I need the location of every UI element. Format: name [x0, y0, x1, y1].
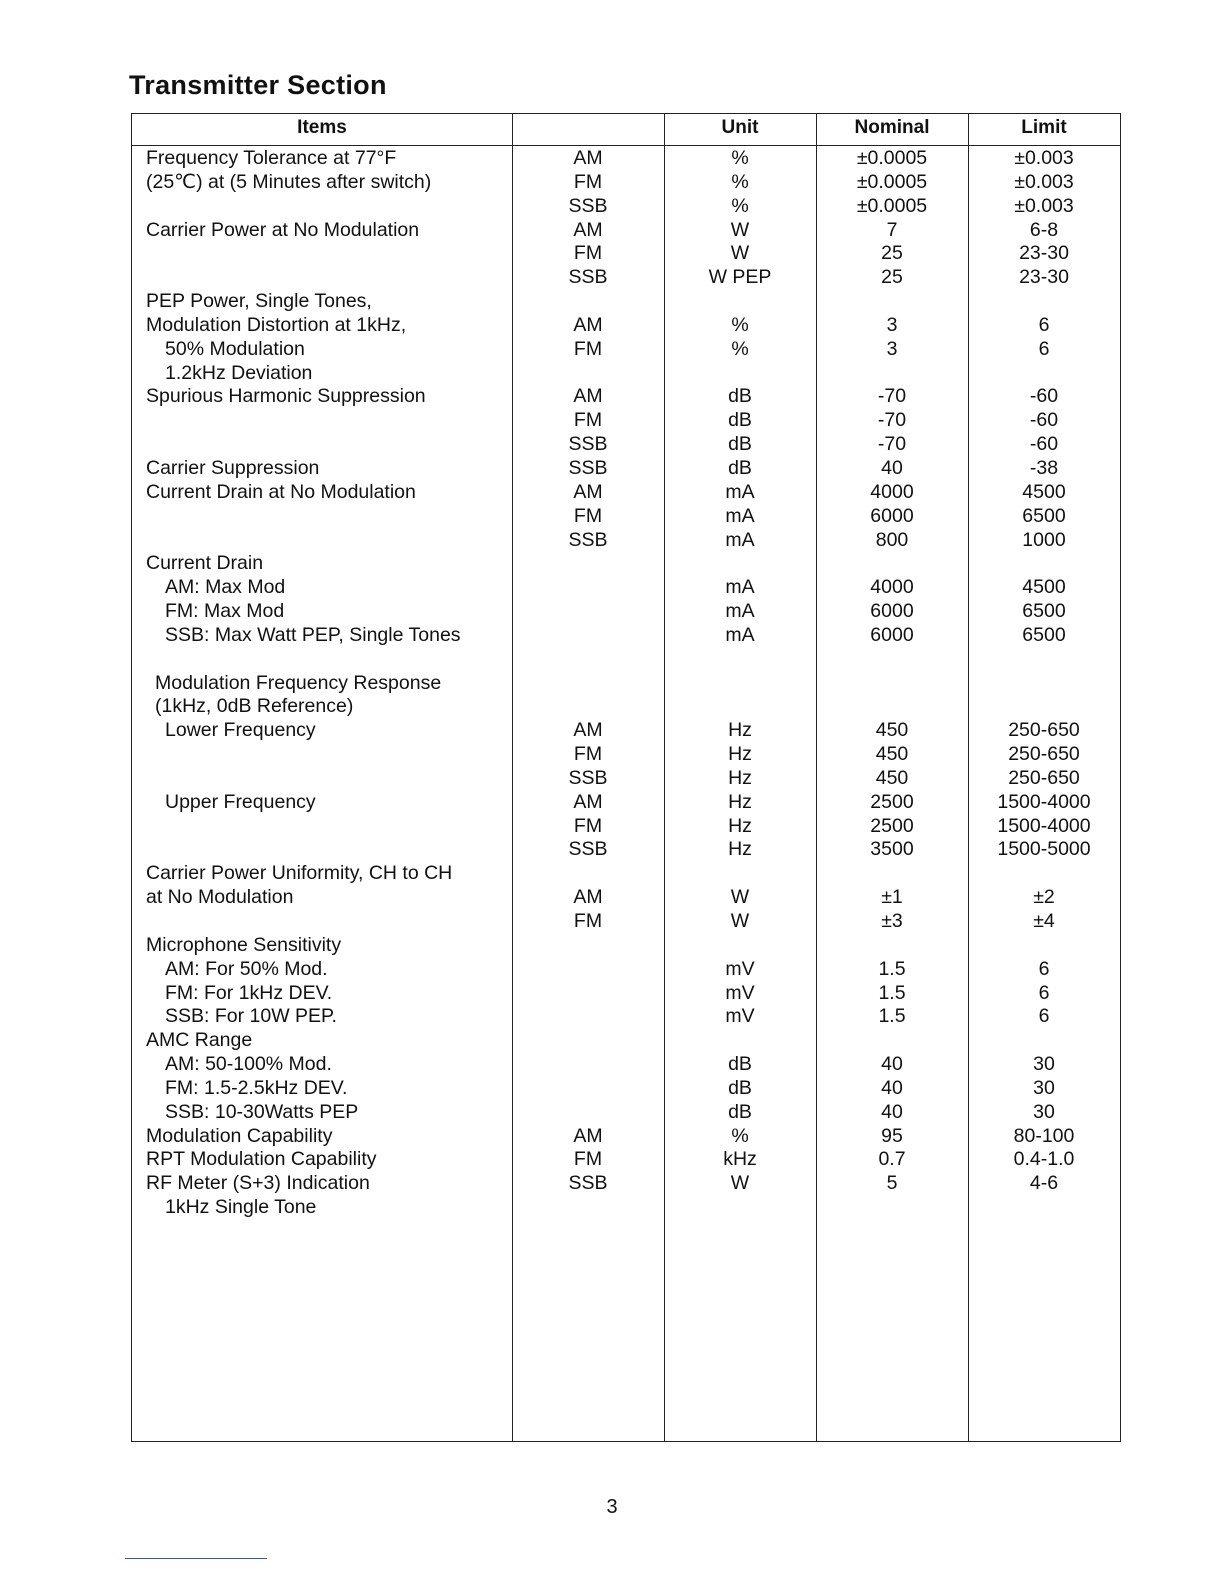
nominal-cell: 1.5 [878, 1005, 906, 1028]
header-nominal: Nominal [854, 117, 930, 138]
nominal-cell: -70 [877, 433, 907, 456]
nominal-cell: -70 [877, 385, 907, 408]
limit-cell: 6-8 [1029, 218, 1059, 241]
table-row [132, 1005, 1120, 1029]
limit-cell: ±4 [1033, 910, 1055, 932]
mode-cell: SSB [568, 456, 608, 479]
nominal-cell: 25 [881, 266, 903, 289]
unit-cell: mV [725, 957, 755, 980]
unit-cell: dB [728, 1100, 752, 1123]
nominal-cell: 2500 [870, 814, 914, 837]
item-cell: SSB: 10-30Watts PEP [165, 1100, 359, 1123]
unit-cell: W PEP [708, 266, 772, 289]
nominal-cell: 4000 [870, 576, 914, 599]
table-row [132, 266, 1120, 290]
mode-cell: FM [573, 242, 603, 265]
item-cell: at No Modulation [146, 886, 294, 909]
nominal-cell: ±1 [881, 886, 903, 909]
unit-cell: mV [725, 1005, 755, 1028]
nominal-cell: ±0.0005 [856, 147, 928, 169]
nominal-cell: 0.7 [878, 1148, 906, 1171]
nominal-cell: 6000 [870, 623, 914, 646]
limit-cell: 6 [1038, 337, 1050, 360]
nominal-cell: ±0.0005 [856, 194, 928, 217]
limit-cell: 6 [1038, 313, 1050, 336]
table-row [132, 719, 1120, 743]
mode-cell: FM [573, 409, 603, 432]
table-row [132, 815, 1120, 839]
item-cell: AM: Max Mod [165, 576, 286, 599]
table-row [132, 529, 1120, 553]
unit-cell: W [730, 910, 750, 932]
mode-cell: AM [573, 218, 603, 241]
limit-cell: 4500 [1022, 576, 1066, 599]
item-cell: Frequency Tolerance at 77°F [146, 147, 397, 169]
item-cell: Modulation Capability [146, 1124, 333, 1147]
limit-cell: 0.4-1.0 [1013, 1148, 1075, 1171]
limit-cell: 30 [1033, 1100, 1055, 1123]
unit-cell: W [730, 1172, 750, 1195]
unit-cell: mV [725, 981, 755, 1004]
footer-rule [125, 1558, 267, 1559]
header-limit: Limit [1021, 117, 1067, 138]
unit-cell: % [731, 170, 749, 193]
table-row [132, 910, 1120, 934]
table-row [132, 1172, 1120, 1196]
item-cell: RF Meter (S+3) Indication [146, 1172, 370, 1195]
limit-cell: 1500-4000 [997, 814, 1091, 837]
nominal-cell: 450 [875, 743, 909, 766]
table-row [132, 767, 1120, 791]
unit-cell: W [730, 242, 750, 265]
nominal-cell: 3 [886, 313, 898, 336]
table-row [132, 838, 1120, 862]
item-cell: Current Drain at No Modulation [146, 480, 416, 503]
mode-cell: AM [573, 790, 603, 813]
unit-cell: mA [725, 623, 755, 646]
table-row [132, 576, 1120, 600]
table-row [132, 314, 1120, 338]
mode-cell: AM [573, 313, 603, 336]
nominal-cell: 1.5 [878, 957, 906, 980]
mode-cell: SSB [568, 766, 608, 789]
limit-cell: ±0.003 [1014, 147, 1074, 169]
limit-cell: -60 [1029, 409, 1059, 432]
mode-cell: SSB [568, 838, 608, 861]
unit-cell: Hz [728, 766, 752, 789]
table-row [132, 409, 1120, 433]
mode-cell: FM [573, 814, 603, 837]
mode-cell: SSB [568, 528, 608, 551]
mode-cell: FM [573, 504, 603, 527]
limit-cell: 6500 [1022, 623, 1066, 646]
table-row [132, 1029, 1120, 1053]
table-row [132, 552, 1120, 576]
unit-cell: W [730, 886, 750, 909]
table-row [132, 1125, 1120, 1149]
limit-cell: 80-100 [1013, 1124, 1075, 1147]
nominal-cell: 40 [881, 1053, 903, 1076]
nominal-cell: 95 [881, 1124, 903, 1147]
nominal-cell: 1.5 [878, 981, 906, 1004]
item-cell: PEP Power, Single Tones, [146, 290, 372, 313]
nominal-cell: 6000 [870, 504, 914, 527]
unit-cell: mA [725, 480, 755, 503]
unit-cell: kHz [723, 1148, 757, 1171]
mode-cell: AM [573, 886, 603, 909]
item-cell: Upper Frequency [165, 790, 316, 813]
limit-cell: 4-6 [1029, 1172, 1059, 1195]
item-cell: FM: 1.5-2.5kHz DEV. [165, 1076, 348, 1099]
mode-cell: AM [573, 385, 603, 408]
table-row [132, 648, 1120, 672]
item-cell: Modulation Distortion at 1kHz, [146, 313, 407, 336]
unit-cell: mA [725, 528, 755, 551]
table-row [132, 672, 1120, 696]
unit-cell: dB [728, 1053, 752, 1076]
nominal-cell: 4000 [870, 480, 914, 503]
table-row [132, 1053, 1120, 1077]
limit-cell: 1500-4000 [997, 790, 1091, 813]
mode-cell: AM [573, 1124, 603, 1147]
unit-cell: % [731, 313, 749, 336]
nominal-cell: 7 [886, 218, 898, 241]
table-row [132, 958, 1120, 982]
table-row [132, 934, 1120, 958]
limit-cell: 1500-5000 [997, 838, 1091, 861]
table-row [132, 242, 1120, 266]
limit-cell: ±0.003 [1014, 194, 1074, 217]
mode-cell: AM [573, 147, 603, 169]
item-cell: SSB: Max Watt PEP, Single Tones [165, 623, 461, 646]
section-title: Transmitter Section [129, 70, 387, 100]
limit-cell: ±2 [1033, 886, 1055, 909]
unit-cell: dB [728, 385, 752, 408]
unit-cell: dB [728, 409, 752, 432]
table-row [132, 338, 1120, 362]
nominal-cell: 6000 [870, 600, 914, 623]
item-cell: FM: Max Mod [165, 600, 285, 623]
nominal-cell: 450 [875, 719, 909, 742]
item-cell: Carrier Power at No Modulation [146, 218, 420, 241]
limit-cell: 6500 [1022, 504, 1066, 527]
item-cell: (1kHz, 0dB Reference) [155, 695, 354, 718]
table-row [132, 1148, 1120, 1172]
table-row [132, 1077, 1120, 1101]
item-cell: AM: For 50% Mod. [165, 957, 328, 980]
table-row [132, 505, 1120, 529]
unit-cell: dB [728, 1076, 752, 1099]
limit-cell: 6 [1038, 1005, 1050, 1028]
table-row [132, 171, 1120, 195]
mode-cell: SSB [568, 433, 608, 456]
item-cell: Carrier Power Uniformity, CH to CH [146, 862, 453, 885]
item-cell: Spurious Harmonic Suppression [146, 385, 426, 408]
page-number: 3 [606, 1496, 618, 1518]
table-body [132, 147, 1120, 1220]
table-row [132, 1196, 1120, 1220]
unit-cell: Hz [728, 790, 752, 813]
item-cell: RPT Modulation Capability [146, 1148, 377, 1171]
mode-cell: FM [573, 337, 603, 360]
table-row [132, 219, 1120, 243]
table-row [132, 886, 1120, 910]
unit-cell: Hz [728, 838, 752, 861]
table-row [132, 695, 1120, 719]
table-row [132, 862, 1120, 886]
item-cell: FM: For 1kHz DEV. [165, 981, 333, 1004]
table-row [132, 791, 1120, 815]
header-divider [132, 145, 1120, 146]
mode-cell: FM [573, 1148, 603, 1171]
nominal-cell: 800 [875, 528, 909, 551]
item-cell: 1.2kHz Deviation [165, 361, 313, 384]
mode-cell: AM [573, 719, 603, 742]
item-cell: Lower Frequency [165, 719, 316, 742]
mode-cell: FM [573, 910, 603, 932]
limit-cell: -60 [1029, 433, 1059, 456]
limit-cell: 30 [1033, 1076, 1055, 1099]
nominal-cell: 3500 [870, 838, 914, 861]
mode-cell: FM [573, 170, 603, 193]
nominal-cell: ±3 [881, 910, 903, 932]
unit-cell: dB [728, 456, 752, 479]
specification-table [131, 113, 1121, 1442]
table-row [132, 600, 1120, 624]
table-row [132, 982, 1120, 1006]
limit-cell: 1000 [1022, 528, 1066, 551]
nominal-cell: 3 [886, 337, 898, 360]
unit-cell: % [731, 337, 749, 360]
limit-cell: 250-650 [1008, 743, 1080, 766]
limit-cell: 6500 [1022, 600, 1066, 623]
header-unit: Unit [721, 117, 759, 138]
table-row [132, 195, 1120, 219]
unit-cell: mA [725, 600, 755, 623]
nominal-cell: 2500 [870, 790, 914, 813]
nominal-cell: 25 [881, 242, 903, 265]
item-cell: Carrier Suppression [146, 456, 320, 479]
mode-cell: FM [573, 743, 603, 766]
unit-cell: W [730, 218, 750, 241]
table-row [132, 362, 1120, 386]
item-cell: (25℃) at (5 Minutes after switch) [146, 170, 432, 193]
item-cell: AM: 50-100% Mod. [165, 1053, 332, 1076]
limit-cell: 30 [1033, 1053, 1055, 1076]
nominal-cell: 5 [886, 1172, 898, 1195]
item-cell: AMC Range [146, 1029, 253, 1052]
limit-cell: 4500 [1022, 480, 1066, 503]
nominal-cell: 40 [881, 456, 903, 479]
limit-cell: 250-650 [1008, 719, 1080, 742]
table-row [132, 481, 1120, 505]
unit-cell: dB [728, 433, 752, 456]
unit-cell: mA [725, 504, 755, 527]
unit-cell: % [731, 147, 749, 169]
nominal-cell: 40 [881, 1076, 903, 1099]
table-row [132, 1101, 1120, 1125]
nominal-cell: 40 [881, 1100, 903, 1123]
unit-cell: Hz [728, 743, 752, 766]
table-row [132, 385, 1120, 409]
item-cell: 50% Modulation [165, 337, 305, 360]
nominal-cell: ±0.0005 [856, 170, 928, 193]
table-row [132, 457, 1120, 481]
unit-cell: Hz [728, 814, 752, 837]
item-cell: Current Drain [146, 552, 264, 575]
table-row [132, 147, 1120, 171]
table-row [132, 624, 1120, 648]
item-cell: Modulation Frequency Response [155, 671, 442, 694]
limit-cell: 250-650 [1008, 766, 1080, 789]
unit-cell: % [731, 1124, 749, 1147]
table-row [132, 290, 1120, 314]
item-cell: 1kHz Single Tone [165, 1196, 317, 1219]
unit-cell: % [731, 194, 749, 217]
mode-cell: SSB [568, 1172, 608, 1195]
limit-cell: -38 [1029, 456, 1059, 479]
limit-cell: 23-30 [1019, 266, 1069, 289]
table-row [132, 433, 1120, 457]
limit-cell: -60 [1029, 385, 1059, 408]
header-items: Items [297, 117, 347, 138]
unit-cell: mA [725, 576, 755, 599]
item-cell: SSB: For 10W PEP. [165, 1005, 337, 1028]
limit-cell: 6 [1038, 981, 1050, 1004]
limit-cell: ±0.003 [1014, 170, 1074, 193]
limit-cell: 23-30 [1019, 242, 1069, 265]
unit-cell: Hz [728, 719, 752, 742]
mode-cell: AM [573, 480, 603, 503]
mode-cell: SSB [568, 266, 608, 289]
nominal-cell: -70 [877, 409, 907, 432]
limit-cell: 6 [1038, 957, 1050, 980]
table-row [132, 743, 1120, 767]
item-cell: Microphone Sensitivity [146, 933, 342, 956]
nominal-cell: 450 [875, 766, 909, 789]
mode-cell: SSB [568, 194, 608, 217]
